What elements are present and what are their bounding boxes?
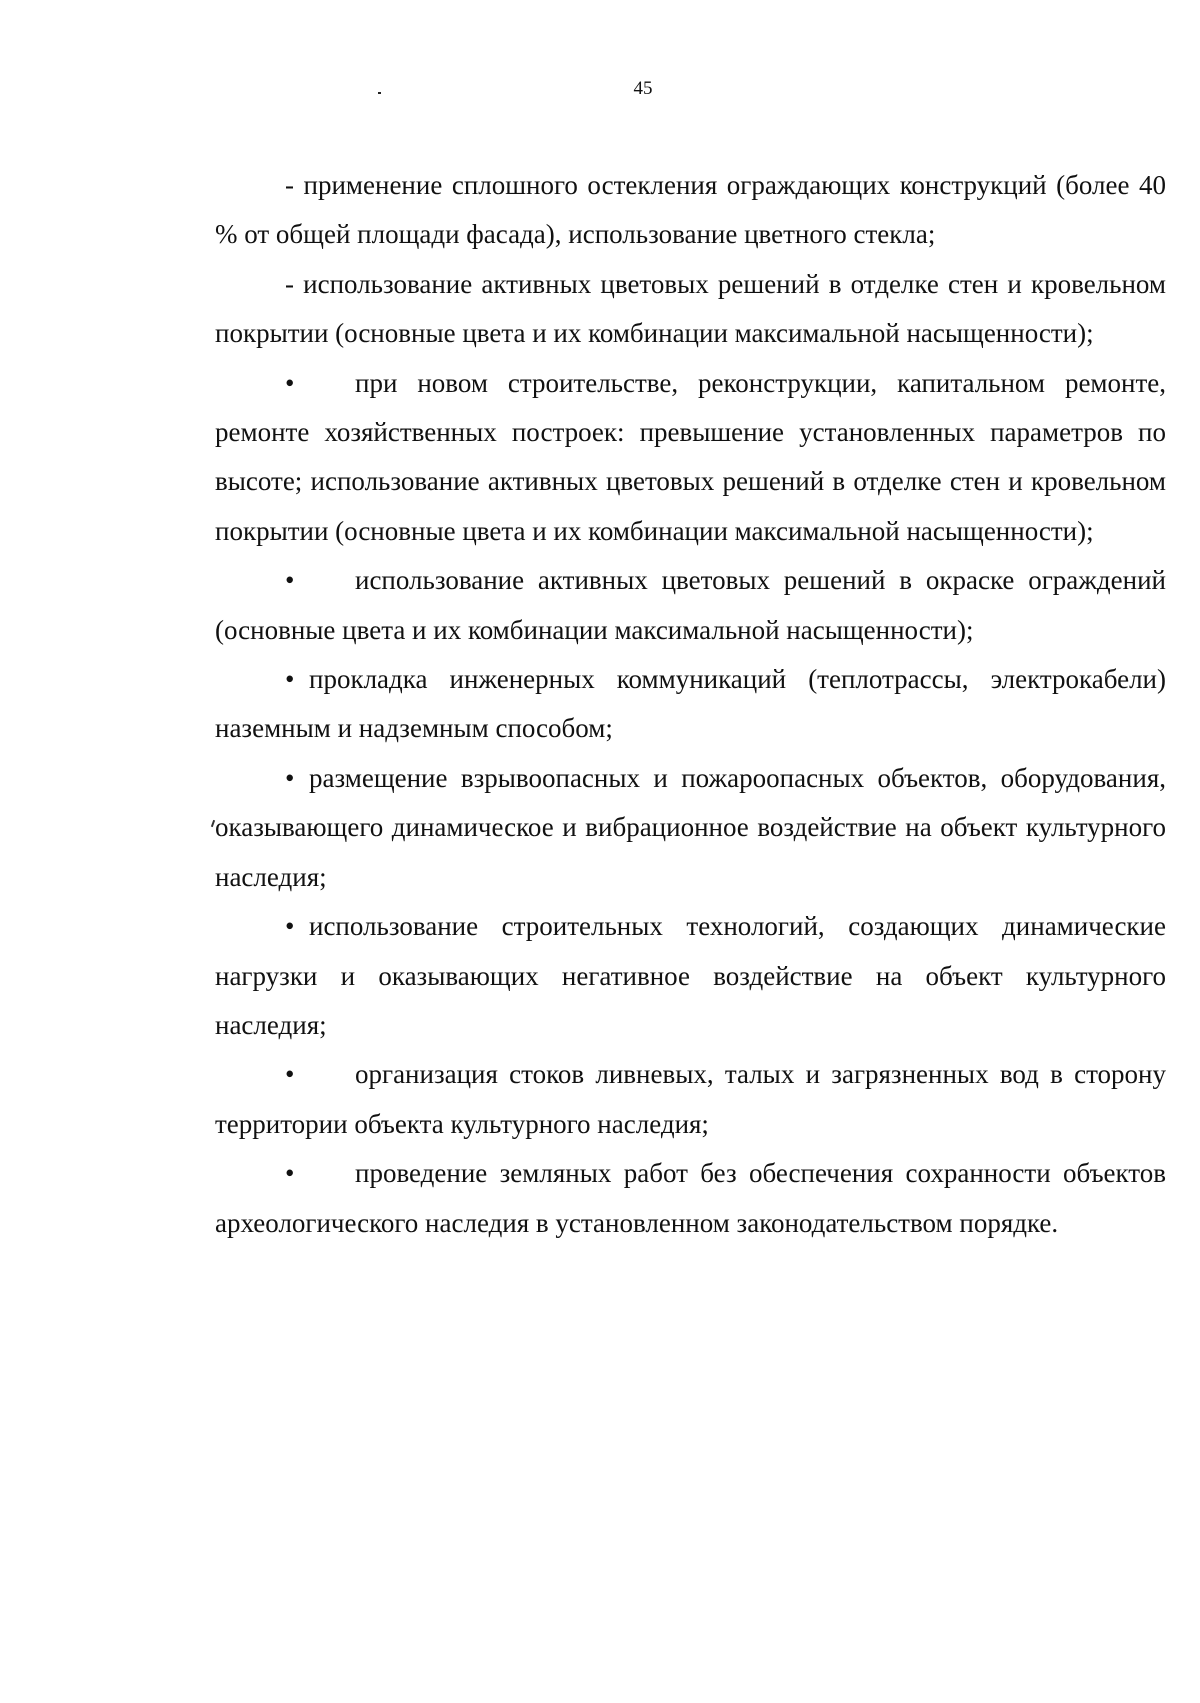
paragraph-glazing: [215, 161, 1166, 260]
bullet-item-text: размещение взрывоопасных и пожароопасных объектов, оборудования, оказывающего динамическое и вибрационное воздействие на объект культурного наследия;: [215, 762, 1166, 892]
bullet-icon: •: [285, 1158, 295, 1189]
bullet-item-text: использование строительных технологий, создающих динамические нагрузки и оказывающих негативное воздействие на объект культурного наследия;: [215, 911, 1166, 1040]
paragraph-wall-colors: [215, 260, 1166, 359]
bullet-item-text: использование активных цветовых решений в окраске ограждений (основные цвета и их комбинации максимальной насыщенности);: [215, 565, 1166, 645]
document-body: [215, 161, 1166, 1248]
bullet-icon: •: [285, 762, 295, 793]
paragraph-text: - использование активных цветовых решений в отделке стен и кровельном покрытии (основные цвета и их комбинации максимальной насыщенности);: [215, 268, 1166, 349]
bullet-item-utilities: [215, 655, 1166, 754]
bullet-icon: •: [285, 1059, 295, 1090]
bullet-item-text: при новом строительстве, реконструкции, капитальном ремонте, ремонте хозяйственных построек: превышение установленных параметров по высоте; использование активных цветовых решений в отделке стен и кровельном покрытии (основные цвета и их комбинации максимальной насыщенности);: [215, 367, 1166, 546]
bullet-item-fence-colors: [215, 556, 1166, 655]
bullet-item-text: проведение земляных работ без обеспечения сохранности объектов археологического наследия в установленном законодательством порядке.: [215, 1158, 1166, 1238]
paragraph-text: - применение сплошного остекления ограждающих конструкций (более 40 % от общей площади фасада), использование цветного стекла;: [215, 170, 1166, 250]
bullet-item-text: прокладка инженерных коммуникаций (теплотрассы, электрокабели) наземным и надземным способом;: [215, 664, 1166, 744]
bullet-item-earthworks: [215, 1149, 1166, 1248]
bullet-item-construction-tech: [215, 902, 1166, 1050]
bullet-icon: •: [285, 565, 295, 596]
bullet-item-new-construction: [215, 359, 1166, 557]
bullet-item-water-drainage: [215, 1050, 1166, 1149]
bullet-item-text: организация стоков ливневых, талых и загрязненных вод в сторону территории объекта культурного наследия;: [215, 1059, 1166, 1139]
bullet-icon: •: [285, 911, 295, 942]
bullet-item-hazardous-objects: [215, 754, 1166, 902]
bullet-icon: •: [285, 367, 295, 398]
page-number: 45: [633, 78, 653, 99]
bullet-icon: •: [285, 664, 295, 695]
